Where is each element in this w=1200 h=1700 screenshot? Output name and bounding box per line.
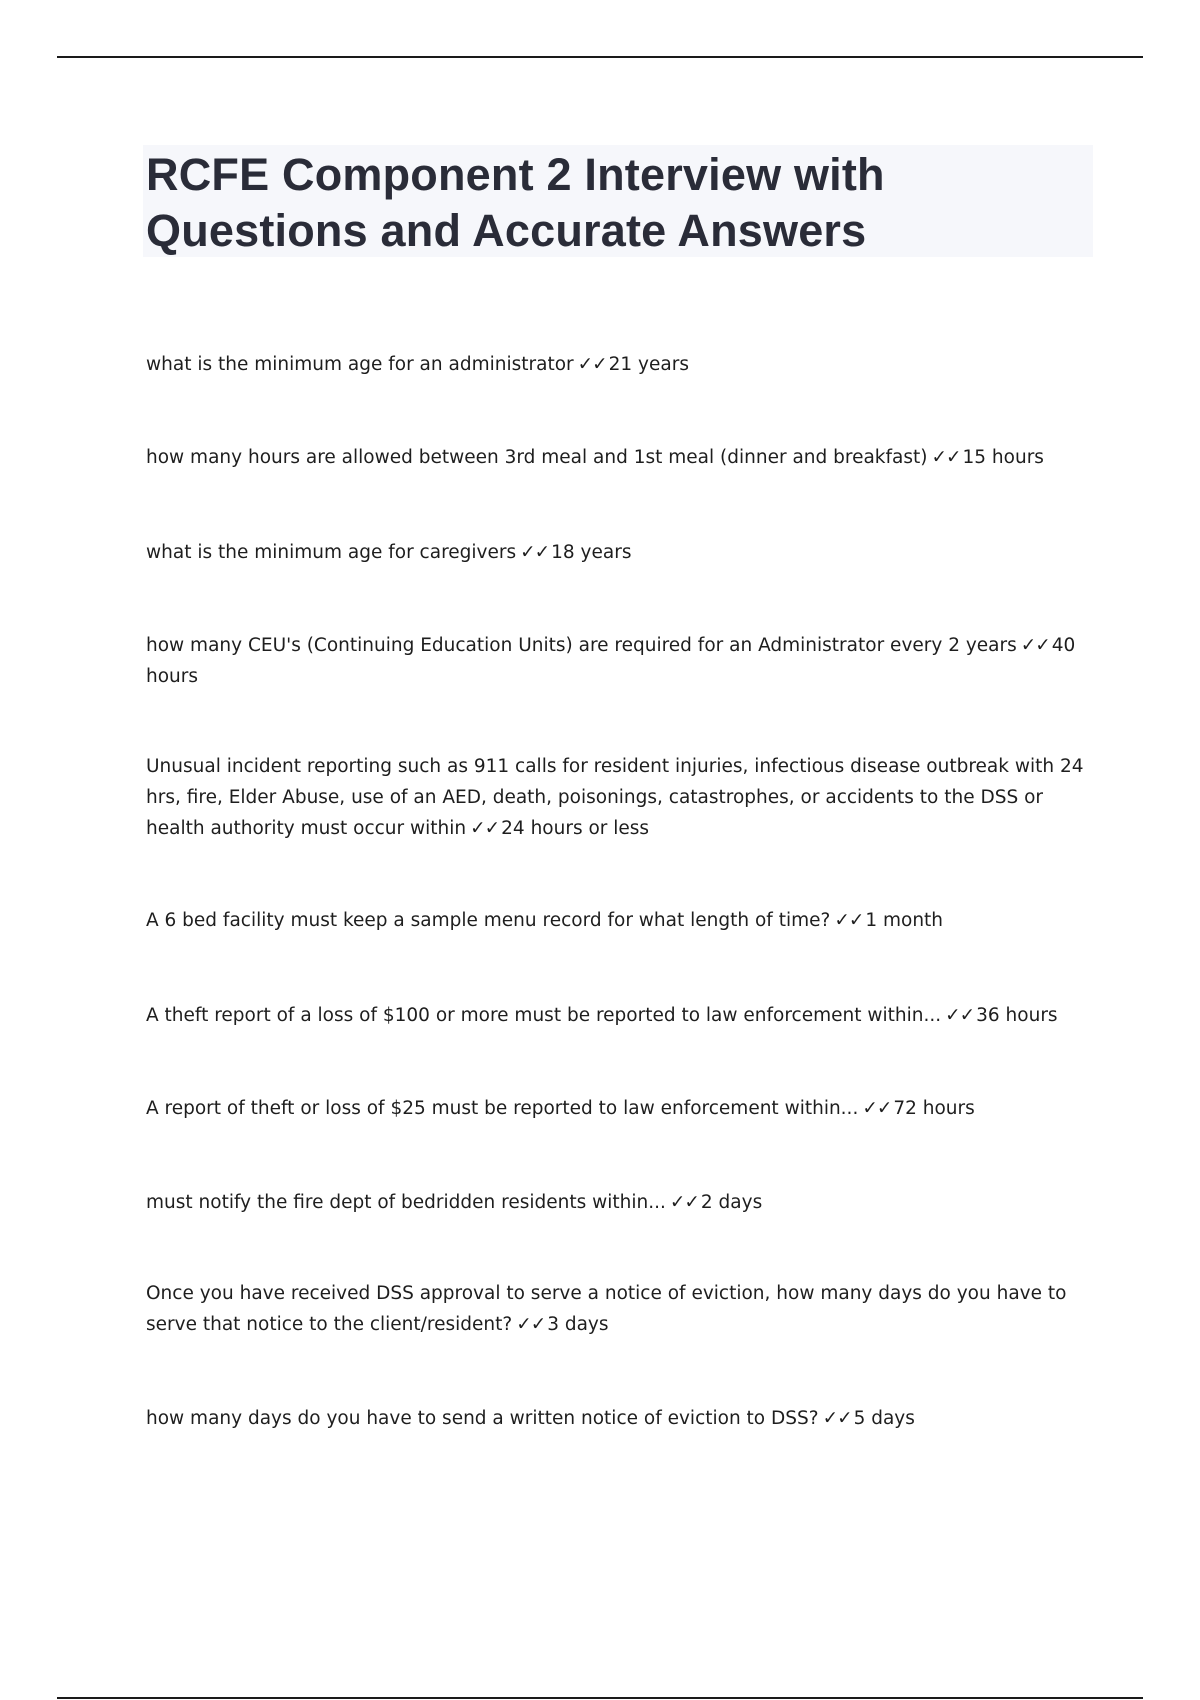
footer-rule xyxy=(57,1697,1143,1699)
question-text: how many CEU's (Continuing Education Units) are required for an Administrator every 2 years xyxy=(146,635,1017,656)
question-text: must notify the fire dept of bedridden residents within... xyxy=(146,1192,666,1213)
check-marks-icon: ✓✓ xyxy=(1020,635,1050,656)
question-text: how many days do you have to send a written notice of eviction to DSS? xyxy=(146,1408,819,1429)
qa-item xyxy=(146,537,1106,568)
qa-item xyxy=(146,1278,1106,1340)
check-marks-icon: ✓✓ xyxy=(669,1192,699,1213)
qa-item xyxy=(146,442,1106,473)
check-marks-icon: ✓✓ xyxy=(577,354,607,375)
question-text: how many hours are allowed between 3rd meal and 1st meal (dinner and breakfast) xyxy=(146,447,928,468)
answer-text: 72 hours xyxy=(893,1098,975,1119)
check-marks-icon: ✓✓ xyxy=(931,447,961,468)
qa-item xyxy=(146,1187,1106,1218)
answer-text: 2 days xyxy=(700,1192,763,1213)
qa-item xyxy=(146,751,1106,844)
check-marks-icon: ✓✓ xyxy=(945,1005,975,1026)
question-text: A 6 bed facility must keep a sample menu record for what length of time? xyxy=(146,910,831,931)
check-marks-icon: ✓✓ xyxy=(470,818,500,839)
qa-item xyxy=(146,349,1106,380)
question-text: what is the minimum age for an administrator xyxy=(146,354,574,375)
qa-item xyxy=(146,1093,1106,1124)
question-text: Unusual incident reporting such as 911 calls for resident injuries, infectious disease outbreak with 24 hrs, fire, Elder Abuse, use of an AED, death, poisonings, catastrophes, or accidents to the DSS or health authority must occur within xyxy=(146,756,1084,839)
question-text: what is the minimum age for caregivers xyxy=(146,542,517,563)
check-marks-icon: ✓✓ xyxy=(520,542,550,563)
document-title: RCFE Component 2 Interview with Questions and Accurate Answers xyxy=(146,149,885,256)
check-marks-icon: ✓✓ xyxy=(862,1098,892,1119)
header-rule xyxy=(57,56,1143,58)
answer-text: 21 years xyxy=(608,354,689,375)
answer-text: 18 years xyxy=(551,542,632,563)
check-marks-icon: ✓✓ xyxy=(834,910,864,931)
question-text: A theft report of a loss of $100 or more must be reported to law enforcement within... xyxy=(146,1005,942,1026)
qa-item xyxy=(146,630,1106,692)
answer-text: 24 hours or less xyxy=(501,818,650,839)
answer-text: 5 days xyxy=(853,1408,915,1429)
question-text: Once you have received DSS approval to serve a notice of eviction, how many days do you have to serve that notice to the client/resident? xyxy=(146,1283,1067,1335)
check-marks-icon: ✓✓ xyxy=(822,1408,852,1429)
answer-text: 15 hours xyxy=(962,447,1044,468)
title-block xyxy=(143,145,1093,257)
question-text: A report of theft or loss of $25 must be reported to law enforcement within... xyxy=(146,1098,859,1119)
answer-text: 36 hours xyxy=(976,1005,1058,1026)
qa-item xyxy=(146,1403,1106,1434)
answer-text: 3 days xyxy=(547,1314,609,1335)
check-marks-icon: ✓✓ xyxy=(516,1314,546,1335)
qa-item xyxy=(146,1000,1106,1031)
answer-text: 40 hours xyxy=(146,635,1076,687)
answer-text: 1 month xyxy=(865,910,944,931)
qa-item xyxy=(146,905,1106,936)
